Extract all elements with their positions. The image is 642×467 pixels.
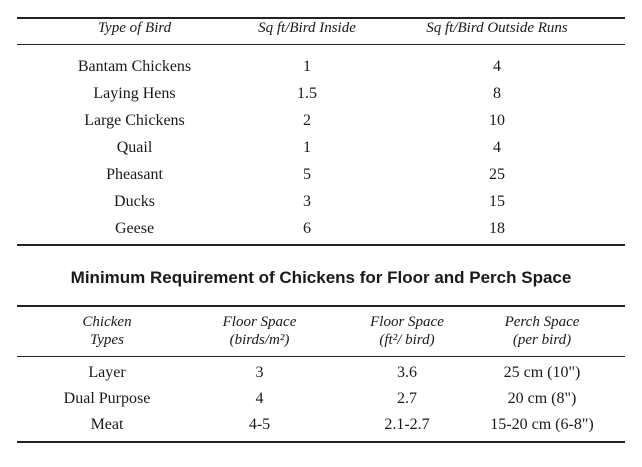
table-cell: 1	[303, 58, 311, 75]
table-cell: Laying Hens	[93, 85, 176, 102]
table-cell: Meat	[90, 416, 124, 433]
table1-top-rule	[17, 17, 625, 19]
table2-header-perch	[467, 313, 617, 349]
header-line: Chicken	[82, 314, 132, 330]
table-cell: 4	[255, 390, 264, 407]
header-line: Perch Space	[504, 314, 580, 330]
table-row	[17, 139, 625, 166]
table-cell: 3.6	[397, 364, 417, 381]
table-cell: 6	[303, 220, 311, 237]
table-cell: Geese	[114, 220, 155, 237]
header-line: (ft²/ bird)	[379, 332, 435, 348]
table-cell: 10	[489, 112, 505, 129]
table-cell: 20 cm (8")	[507, 390, 577, 407]
table-row	[17, 166, 625, 193]
table-cell: 2.1-2.7	[384, 416, 430, 433]
table2-header-floor-m2	[192, 313, 327, 349]
table-cell: Quail	[116, 139, 153, 156]
table-row	[17, 58, 625, 85]
table-cell: 15-20 cm (6-8")	[490, 416, 594, 433]
header-line: Floor Space	[370, 314, 444, 330]
table-cell: Dual Purpose	[63, 390, 151, 407]
table2-top-rule	[17, 305, 625, 307]
table-row	[17, 193, 625, 220]
table-row	[17, 364, 625, 390]
table1-header-inside: Sq ft/Bird Inside	[258, 20, 356, 36]
table-cell: 4	[493, 58, 501, 75]
table-cell: Large Chickens	[84, 112, 185, 129]
table2-header-type	[47, 313, 167, 349]
header-line: Floor Space	[222, 314, 297, 330]
table-cell: 2	[303, 112, 311, 129]
table1-header-rule	[17, 44, 625, 45]
table2-bottom-rule	[17, 441, 625, 443]
table1-header-outside: Sq ft/Bird Outside Runs	[426, 20, 568, 36]
table-cell: 2.7	[397, 390, 417, 407]
table-cell: 5	[303, 166, 311, 183]
table-cell: 25 cm (10")	[503, 364, 581, 381]
table-cell: 25	[489, 166, 505, 183]
table-cell: Ducks	[114, 193, 155, 210]
header-line: Types	[90, 332, 124, 348]
table-row	[17, 390, 625, 416]
table-cell: 18	[489, 220, 505, 237]
header-line: (birds/m²)	[229, 332, 290, 348]
table-cell: 1	[303, 139, 311, 156]
table-cell: 4-5	[248, 416, 271, 433]
table-cell: Pheasant	[106, 166, 163, 183]
table-row	[17, 416, 625, 442]
table-cell: 4	[493, 139, 501, 156]
table-cell: 3	[303, 193, 311, 210]
table-row	[17, 112, 625, 139]
table-cell: 1.5	[297, 85, 317, 102]
perch-table-title: Minimum Requirement of Chickens for Floor and Perch Space	[70, 268, 572, 287]
header-line: (per bird)	[512, 332, 572, 348]
table1-header-type: Type of Bird	[97, 20, 172, 36]
table-cell: Bantam Chickens	[77, 58, 192, 75]
table1-header-row	[17, 20, 625, 44]
table2-header-floor-ft2	[352, 313, 462, 349]
table2-header-row	[17, 313, 625, 353]
table-row	[17, 220, 625, 247]
table-cell: 8	[493, 85, 501, 102]
table-cell: Layer	[88, 364, 126, 381]
table-cell: 15	[489, 193, 505, 210]
table2-header-rule	[17, 356, 625, 357]
table-cell: 3	[255, 364, 264, 381]
table1-bottom-rule	[17, 244, 625, 246]
table-row	[17, 85, 625, 112]
